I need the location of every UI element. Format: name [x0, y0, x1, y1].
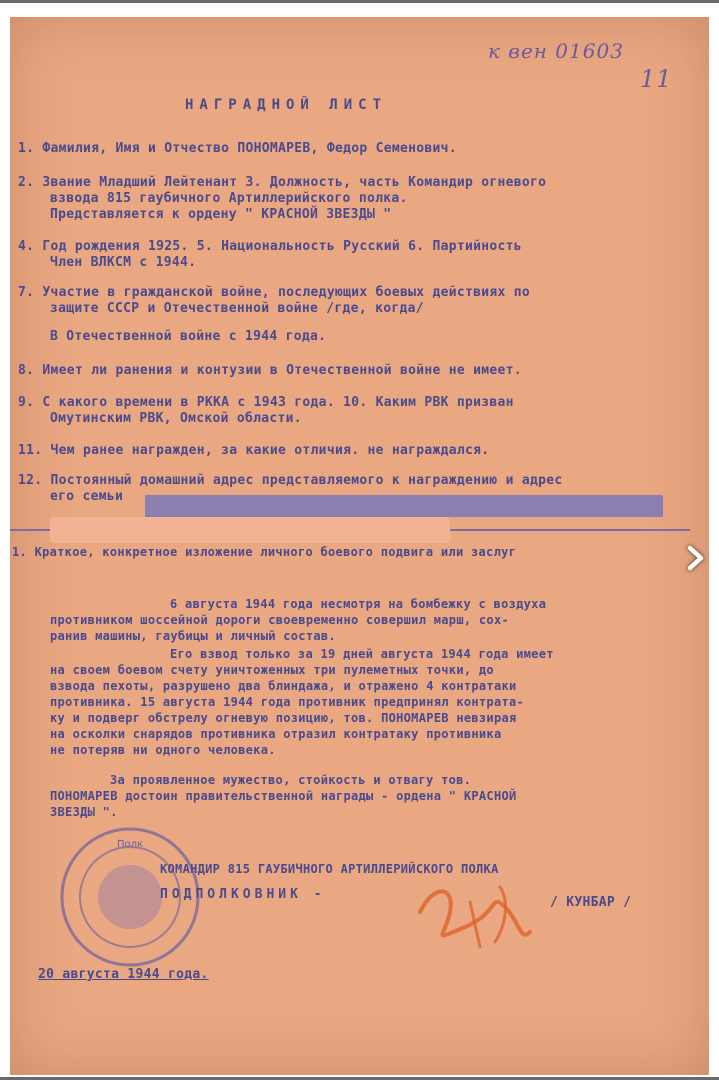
- field-name: 1. Фамилия, Имя и Отчество ПОНОМАРЕВ, Федор Семенович.: [18, 141, 457, 156]
- body-line: ранив машины, гаубицы и личный состав.: [50, 629, 336, 643]
- field-unit: взвода 815 гаубичного Артиллерийского полка.: [50, 191, 408, 206]
- signature-name: / КУНБАР /: [550, 895, 632, 910]
- chevron-right-icon: [679, 542, 711, 574]
- field-address-2: его семьи: [50, 489, 124, 504]
- field-service: 9. С какого времени в РККА с 1943 года. 10. Каким РВК призван: [18, 395, 514, 410]
- next-page-button[interactable]: [673, 541, 705, 573]
- redaction-blur: [50, 517, 450, 543]
- archive-note: к вен 01603: [488, 39, 624, 63]
- commander-line: КОМАНДИР 815 ГАУБИЧНОГО АРТИЛЛЕРИЙСКОГО ПОЛКА: [160, 862, 499, 876]
- document-date: 20 августа 1944 года.: [38, 967, 209, 982]
- body-line: противника. 15 августа 1944 года противник предпринял контрата-: [50, 695, 525, 709]
- field-participation: 7. Участие в гражданской войне, последующих боевых действиях по: [18, 285, 530, 300]
- page-title: НАГРАДНОЙ ЛИСТ: [185, 97, 388, 113]
- divider: [10, 529, 50, 531]
- field-participation-2: защите СССР и Отечественной войне /где, когда/: [50, 301, 424, 316]
- field-party: Член ВЛКСМ с 1944.: [50, 255, 197, 270]
- field-service-2: Омутинским РВК, Омской области.: [50, 411, 302, 426]
- conclusion-line: ПОНОМАРЕВ достоин правительственной награды - ордена " КРАСНОЙ: [50, 789, 517, 803]
- conclusion-line: За проявленное мужество, стойкость и отвагу тов.: [110, 773, 472, 787]
- field-rank: 2. Звание Младший Лейтенант 3. Должность, часть Командир огневого: [18, 175, 547, 190]
- redaction-bar: [145, 495, 663, 517]
- field-address: 12. Постоянный домашний адрес представляемого к награждению и адрес: [18, 473, 563, 488]
- field-award: Представляется к ордену " КРАСНОЙ ЗВЕЗДЫ ": [50, 207, 392, 222]
- conclusion-line: ЗВЕЗДЫ ".: [50, 805, 118, 819]
- field-awards: 11. Чем ранее награжден, за какие отличия. не награждался.: [18, 443, 490, 458]
- archive-mark: 11: [640, 65, 673, 93]
- body-line: не потеряв ни одного человека.: [50, 743, 276, 757]
- commander-rank: ПОДПОЛКОВНИК -: [160, 887, 326, 902]
- body-line: противником шоссейной дороги своевременно совершил марш, сох-: [50, 613, 510, 627]
- seal-text: Полк: [116, 839, 144, 850]
- feat-heading: 1. Краткое, конкретное изложение личного боевого подвига или заслуг: [12, 545, 517, 559]
- signature: [410, 872, 540, 962]
- body-line: ку и подверг обстрелу огневую позицию, тов. ПОНОМАРЕВ невзирая: [50, 711, 517, 725]
- award-sheet: [10, 17, 709, 1075]
- body-line: 6 августа 1944 года несмотря на бомбежку с воздуха: [170, 597, 547, 611]
- field-birth: 4. Год рождения 1925. 5. Национальность Русский 6. Партийность: [18, 239, 522, 254]
- body-line: Его взвод только за 19 дней августа 1944 года имеет: [170, 647, 554, 661]
- body-line: на своем боевом счету уничтоженных три пулеметных точки, до: [50, 663, 494, 677]
- body-line: на осколки снарядов противника отразил контратаку противника: [50, 727, 502, 741]
- body-line: взвода пехоты, разрушено два блиндажа, и отражено 4 контратаки: [50, 679, 517, 693]
- divider: [450, 529, 690, 531]
- field-wounds: 8. Имеет ли ранения и контузии в Отечественной войне не имеет.: [18, 363, 522, 378]
- field-participation-answer: В Отечественной войне с 1944 года.: [50, 329, 327, 344]
